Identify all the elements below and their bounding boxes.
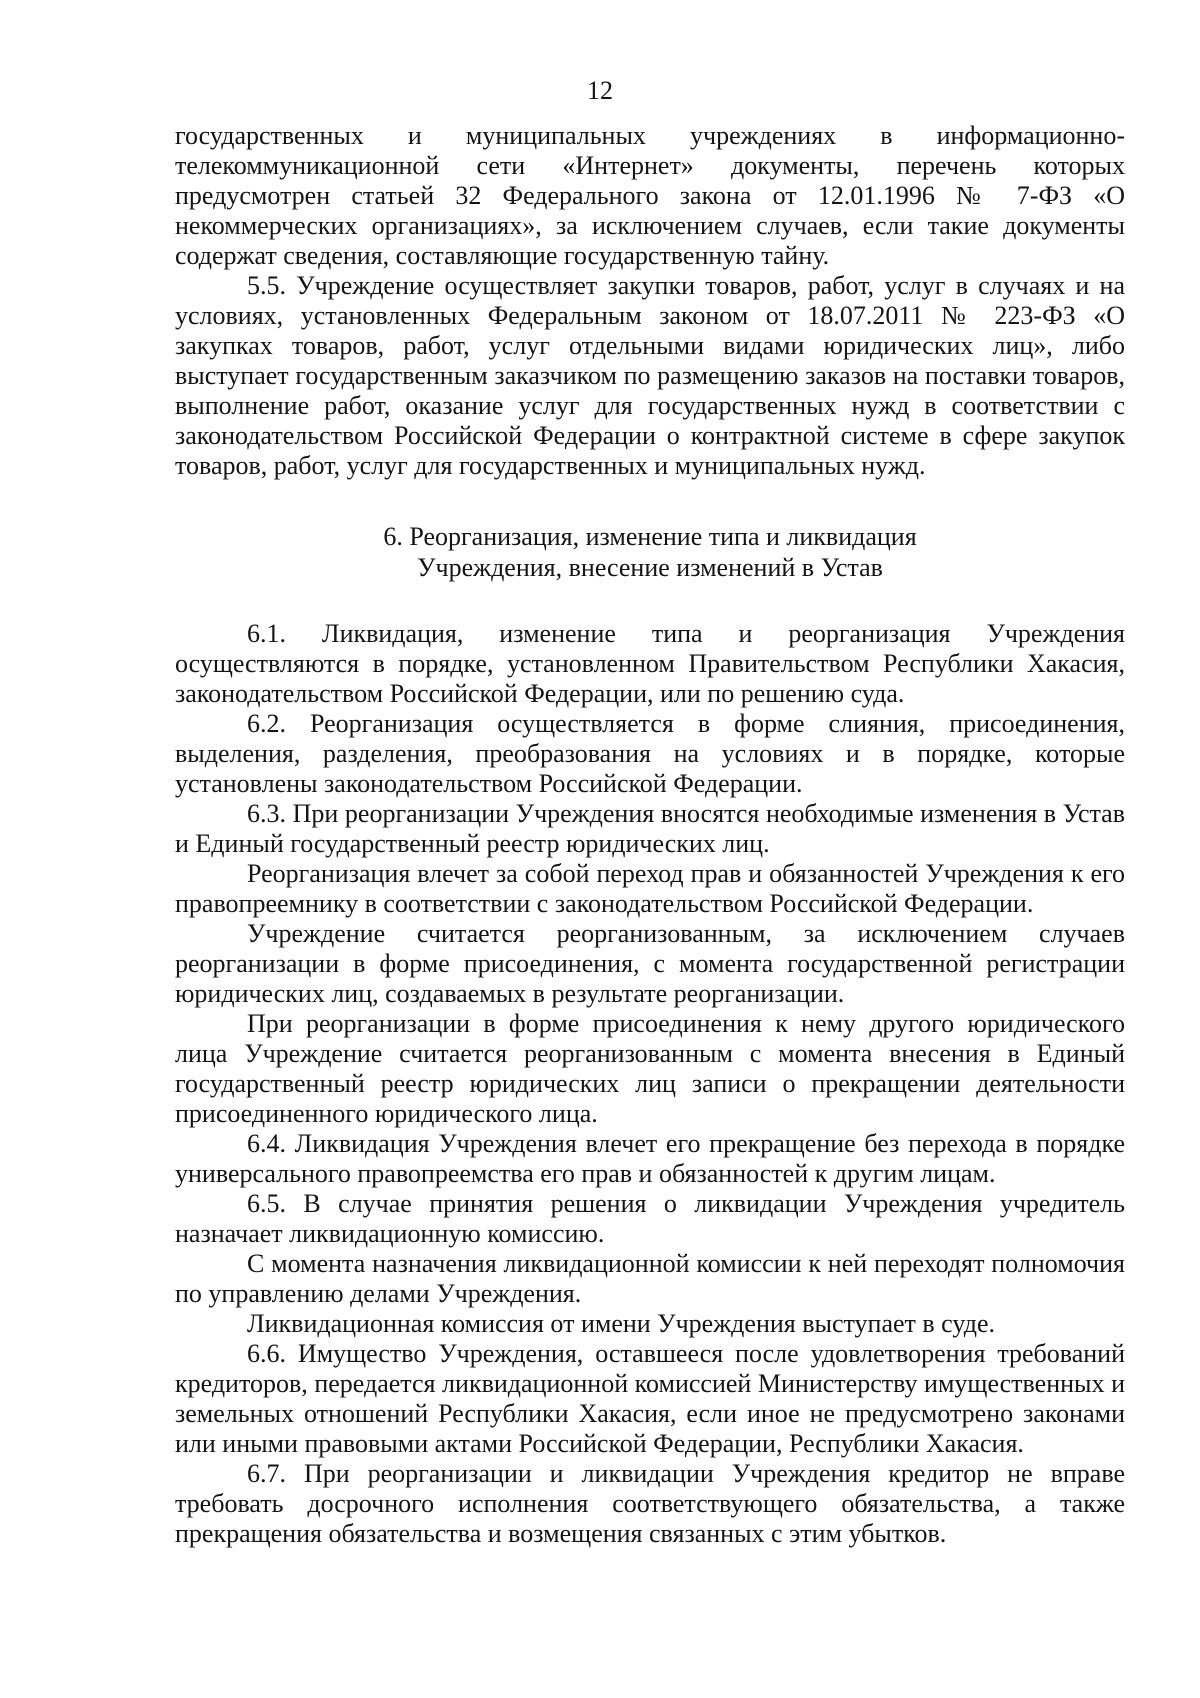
paragraph-6-5: 6.5. В случае принятия решения о ликвидации Учреждения учредитель назначает ликвидационную комиссию.: [175, 1189, 1125, 1248]
paragraph-6-3: 6.3. При реорганизации Учреждения вносятся необходимые изменения в Устав и Единый государственный реестр юридических лиц.: [175, 799, 1125, 858]
paragraph-6-3-succession: Реорганизация влечет за собой переход прав и обязанностей Учреждения к его правопреемнику в соответствии с законодательством Российской Федерации.: [175, 859, 1125, 918]
paragraph-6-6: 6.6. Имущество Учреждения, оставшееся после удовлетворения требований кредиторов, передается ликвидационной комиссией Министерству имущественных и земельных отношений Республики Хакасия, если иное не предусмотрено законами или иными правовыми актами Российской Федерации, Республики Хакасия.: [175, 1339, 1125, 1458]
section-heading-line-2: Учреждения, внесение изменений в Устав: [417, 553, 883, 582]
section-heading-line-1: 6. Реорганизация, изменение типа и ликвидация: [383, 522, 917, 551]
paragraph-6-3-merger: При реорганизации в форме присоединения к нему другого юридического лица Учреждение считается реорганизованным с момента внесения в Единый государственный реестр юридических лиц записи о прекращении деятельности присоединенного юридического лица.: [175, 1009, 1125, 1128]
paragraph-6-5-powers: С момента назначения ликвидационной комиссии к ней переходят полномочия по управлению делами Учреждения.: [175, 1249, 1125, 1308]
page-number: 12: [587, 76, 613, 105]
paragraph-5-5: 5.5. Учреждение осуществляет закупки товаров, работ, услуг в случаях и на условиях, установленных Федеральным законом от 18.07.2011 № 223-ФЗ «О закупках товаров, работ, услуг отдельными видами юридических лиц», либо выступает государственным заказчиком по размещению заказов на поставки товаров, выполнение работ, оказание услуг для государственных нужд в соответствии с законодательством Российской Федерации о контрактной системе в сфере закупок товаров, работ, услуг для государственных и муниципальных нужд.: [175, 271, 1125, 480]
paragraph-6-4: 6.4. Ликвидация Учреждения влечет его прекращение без перехода в порядке универсального правопреемства его прав и обязанностей к другим лицам.: [175, 1129, 1125, 1188]
paragraph-6-2: 6.2. Реорганизация осуществляется в форме слияния, присоединения, выделения, разделения, преобразования на условиях и в порядке, которые установлены законодательством Российской Федерации.: [175, 709, 1125, 798]
document-body: [175, 121, 1125, 1549]
paragraph-6-3-reorganized: Учреждение считается реорганизованным, за исключением случаев реорганизации в форме присоединения, с момента государственной регистрации юридических лиц, создаваемых в результате реорганизации.: [175, 919, 1125, 1008]
paragraph-6-7: 6.7. При реорганизации и ликвидации Учреждения кредитор не вправе требовать досрочного исполнения соответствующего обязательства, а также прекращения обязательства и возмещения связанных с этим убытков.: [175, 1459, 1125, 1548]
paragraph-6-1: 6.1. Ликвидация, изменение типа и реорганизация Учреждения осуществляются в порядке, установленном Правительством Республики Хакасия, законодательством Российской Федерации, или по решению суда.: [175, 619, 1125, 708]
paragraph-continuation: государственных и муниципальных учреждениях в информационно-телекоммуникационной сети «Интернет» документы, перечень которых предусмотрен статьей 32 Федерального закона от 12.01.1996 № 7-ФЗ «О некоммерческих организациях», за исключением случаев, если такие документы содержат сведения, составляющие государственную тайну.: [175, 121, 1125, 270]
paragraph-6-5-court: Ликвидационная комиссия от имени Учреждения выступает в суде.: [247, 1309, 995, 1338]
section-heading: [175, 521, 1125, 583]
